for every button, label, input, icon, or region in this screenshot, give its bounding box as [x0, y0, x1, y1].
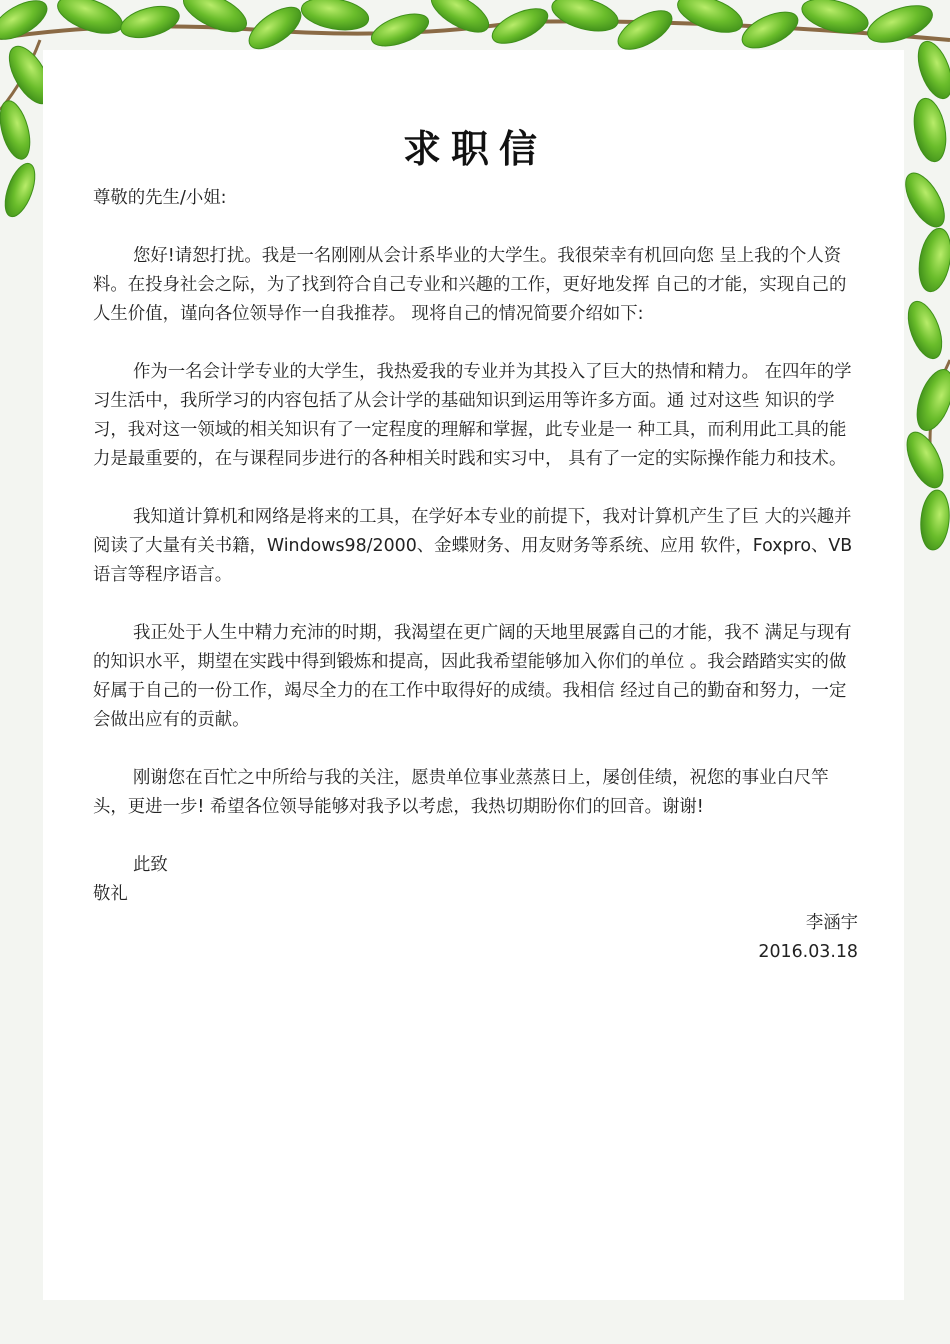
letter-body — [93, 184, 858, 967]
letter-paragraph: 我正处于人生中精力充沛的时期，我渴望在更广阔的天地里展露自己的才能，我不 满足与现有的知识水平，期望在实践中得到锻炼和提高，因此我希望能够加入你们的单位 。我会踏踏实实的做好属于自己的一份工作，竭尽全力的在工作中取得好的成绩。我相信 经过自己的勤奋和努力，一定会做出应有的贡献。 — [93, 623, 852, 730]
signature-date: 2016.03.18 — [758, 942, 858, 962]
closing-respect: 敬礼 — [93, 884, 128, 904]
letter-paragraph: 作为一名会计学专业的大学生，我热爱我的专业并为其投入了巨大的热情和精力。 在四年的学习生活中，我所学习的内容包括了从会计学的基础知识到运用等许多方面。通 过对这些 知识的学习，我对这一领域的相关知识有了一定程度的理解和掌握，此专业是一 种工具，而利用此工具的能力是最重要的，在与课程同步进行的各种相关时践和实习中， 具有了一定的实际操作能力和技术。 — [93, 362, 852, 469]
letter-paragraph: 刚谢您在百忙之中所给与我的关注，愿贵单位事业蒸蒸日上，屡创佳绩，祝您的事业白尺竿头，更进一步! 希望各位领导能够对我予以考虑，我热切期盼你们的回音。谢谢! — [93, 768, 829, 817]
letter-paragraph: 我知道计算机和网络是将来的工具，在学好本专业的前提下，我对计算机产生了巨 大的兴趣并阅读了大量有关书籍，Windows98/2000、金蝶财务、用友财务等系统、应用 软件，Foxpro、VB 语言等程序语言。 — [93, 507, 853, 585]
signature-name: 李涵宇 — [805, 913, 858, 933]
closing-salutation: 此致 — [133, 855, 168, 875]
letter-paragraph: 您好!请恕打扰。我是一名刚刚从会计系毕业的大学生。我很荣幸有机回向您 呈上我的个人资料。在投身社会之际，为了找到符合自己专业和兴趣的工作，更好地发挥 自己的才能，实现自己的人生价值，谨向各位领导作一自我推荐。 现将自己的情况简要介绍如下: — [93, 246, 847, 324]
letter-greeting: 尊敬的先生/小姐: — [93, 188, 227, 208]
letter-title: 求职信 — [402, 127, 547, 171]
